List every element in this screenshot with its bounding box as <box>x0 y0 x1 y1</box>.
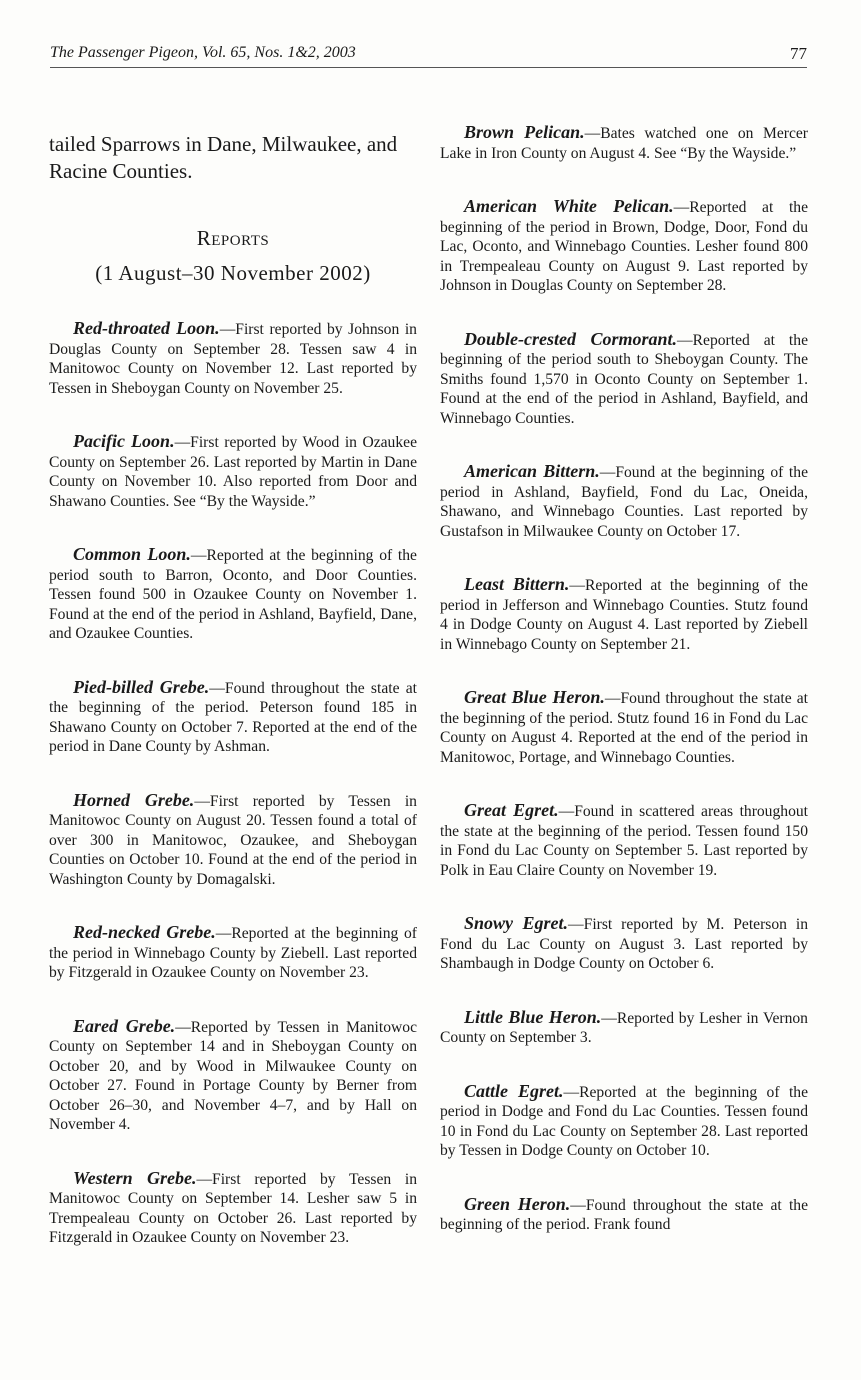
species-name: Red-necked Grebe. <box>73 922 216 942</box>
species-account-text: —Found throughout the state at the beginning of the period. Stutz found 16 in Fond du Lac County on August 4. Reported at the end of the period in Manitowoc, Portage, and Winnebago Counties. <box>440 690 808 766</box>
species-account-text: —Reported at the beginning of the period in Jefferson and Winnebago Counties. Stutz found 4 in Dodge County on August 4. Last reported by Ziebell in Winnebago County on September 21. <box>440 577 808 653</box>
species-account <box>49 1169 417 1248</box>
species-account <box>49 319 417 398</box>
species-name: Green Heron. <box>464 1193 571 1214</box>
species-account <box>440 123 808 163</box>
species-account <box>49 432 417 511</box>
species-name: Brown Pelican. <box>464 122 585 142</box>
species-account <box>440 575 808 654</box>
species-name: Horned Grebe. <box>73 789 195 810</box>
species-account-text: —Found at the beginning of the period in Ashland, Bayfield, Fond du Lac, Oneida, Shawano, and Winnebago Counties. Last reported by Gustafson in Milwaukee County on October 17. <box>440 464 808 540</box>
journal-citation: The Passenger Pigeon, Vol. 65, Nos. 1&2, 2003 <box>50 44 356 61</box>
running-header <box>50 44 807 68</box>
species-name: Pacific Loon. <box>73 431 175 451</box>
species-account <box>49 545 417 644</box>
species-account <box>440 197 808 296</box>
species-account <box>440 330 808 429</box>
species-name: Double-crested Cormorant. <box>464 328 678 349</box>
species-account <box>440 801 808 880</box>
species-name: Great Egret. <box>464 800 559 820</box>
species-list-right <box>440 123 808 1235</box>
species-account <box>440 1082 808 1161</box>
section-heading <box>49 225 417 286</box>
species-name: Pied-billed Grebe. <box>73 676 210 697</box>
species-name: American Bittern. <box>464 461 600 481</box>
species-account-text: —First reported by Tessen in Manitowoc County on August 20. Tessen found a total of over 300 in Manitowoc, Ozaukee, and Sheboygan Counties on October 10. Found at the end of the period in Washington County by Domagalski. <box>49 792 417 888</box>
species-name: Western Grebe. <box>73 1167 197 1188</box>
species-name: Snowy Egret. <box>464 913 569 933</box>
species-account <box>49 791 417 890</box>
page-number: 77 <box>790 44 807 63</box>
species-account <box>440 688 808 767</box>
species-name: Cattle Egret. <box>464 1080 564 1101</box>
right-column <box>440 123 808 1269</box>
species-name: Eared Grebe. <box>73 1015 176 1036</box>
section-dates: (1 August–30 November 2002) <box>95 261 371 285</box>
species-account-text: —First reported by Tessen in Manitowoc County on September 14. Lesher saw 5 in Trempealeau County on October 26. Last reported by Fitzgerald in Ozaukee County on November 23. <box>49 1170 417 1246</box>
species-list-left <box>49 319 417 1248</box>
species-name: Little Blue Heron. <box>464 1006 602 1027</box>
species-account-text: —Reported by Tessen in Manitowoc County on September 14 and in Sheboygan County on October 20, and by Wood in Milwaukee County on October 27. Found in Portage County by Berner from October 26–30, and November 4–7, and by Hall on November 4. <box>49 1018 418 1133</box>
species-account <box>440 1195 808 1235</box>
intro-text: tailed Sparrows in Dane, Milwaukee, and Racine Counties. <box>49 132 398 183</box>
species-account-text: —First reported by M. Peterson in Fond du Lac County on August 3. Last reported by Shambaugh in Dodge County on October 6. <box>440 916 808 972</box>
species-name: Common Loon. <box>73 544 191 564</box>
species-account-text: —Found throughout the state at the beginning of the period. Peterson found 185 in Shawano County on October 7. Reported at the end of the period in Dane County by Ashman. <box>49 679 417 755</box>
species-account-text: —Reported at the beginning of the period in Brown, Dodge, Door, Fond du Lac, Oconto, and Winnebago Counties. Lesher found 800 in Trempealeau County on August 9. Last reported by Johnson in Douglas County on September 28. <box>440 199 808 294</box>
species-account-text: —Reported by Lesher in Vernon County on September 3. <box>440 1009 808 1046</box>
species-name: Least Bittern. <box>464 574 570 594</box>
section-title: Reports <box>196 226 270 250</box>
species-account-text: —Reported at the beginning of the period in Dodge and Fond du Lac Counties. Tessen found 10 in Fond du Lac County on September 28. Last reported by Tessen in Dodge County on October 10. <box>440 1083 808 1159</box>
species-name: American White Pelican. <box>464 196 674 216</box>
species-account-text: —Reported at the beginning of the period south to Sheboygan County. The Smiths found 1,570 in Oconto County on September 1. Found at the end of the period in Ashland, Bayfield, and Winnebago Counties. <box>440 331 808 427</box>
species-name: Red-throated Loon. <box>73 318 220 338</box>
species-account <box>49 678 417 757</box>
species-account-text: —Reported at the beginning of the period in Winnebago County by Ziebell. Last reported by Fitzgerald in Ozaukee County on November 23. <box>49 925 417 981</box>
left-column <box>49 123 417 1282</box>
species-account <box>49 1017 417 1135</box>
species-name: Great Blue Heron. <box>464 687 605 707</box>
species-account <box>49 923 417 983</box>
species-account-text: —Found throughout the state at the beginning of the period. Frank found <box>440 1196 808 1233</box>
species-account <box>440 462 808 541</box>
species-account-text: —First reported by Wood in Ozaukee County on September 26. Last reported by Martin in Dane County on November 10. Also reported from Door and Shawano Counties. See “By the Wayside.” <box>49 434 417 510</box>
species-account <box>440 1008 808 1048</box>
species-account-text: —Found in scattered areas throughout the state at the beginning of the period. Tessen found 150 in Fond du Lac County on September 5. Last reported by Polk in Eau Claire County on November 19. <box>440 803 809 879</box>
species-account <box>440 914 808 974</box>
species-account-text: —Reported at the beginning of the period south to Barron, Oconto, and Door Counties. Tessen found 500 in Ozaukee County on November 1. Found at the end of the period in Ashland, Bayfield, Dane, and Ozaukee Counties. <box>49 547 417 642</box>
species-account-text: —First reported by Johnson in Douglas County on September 28. Tessen saw 4 in Manitowoc County on November 12. Last reported by Tessen in Sheboygan County on November 25. <box>49 321 417 397</box>
species-account-text: —Bates watched one on Mercer Lake in Iron County on August 4. See “By the Wayside.” <box>440 125 808 162</box>
